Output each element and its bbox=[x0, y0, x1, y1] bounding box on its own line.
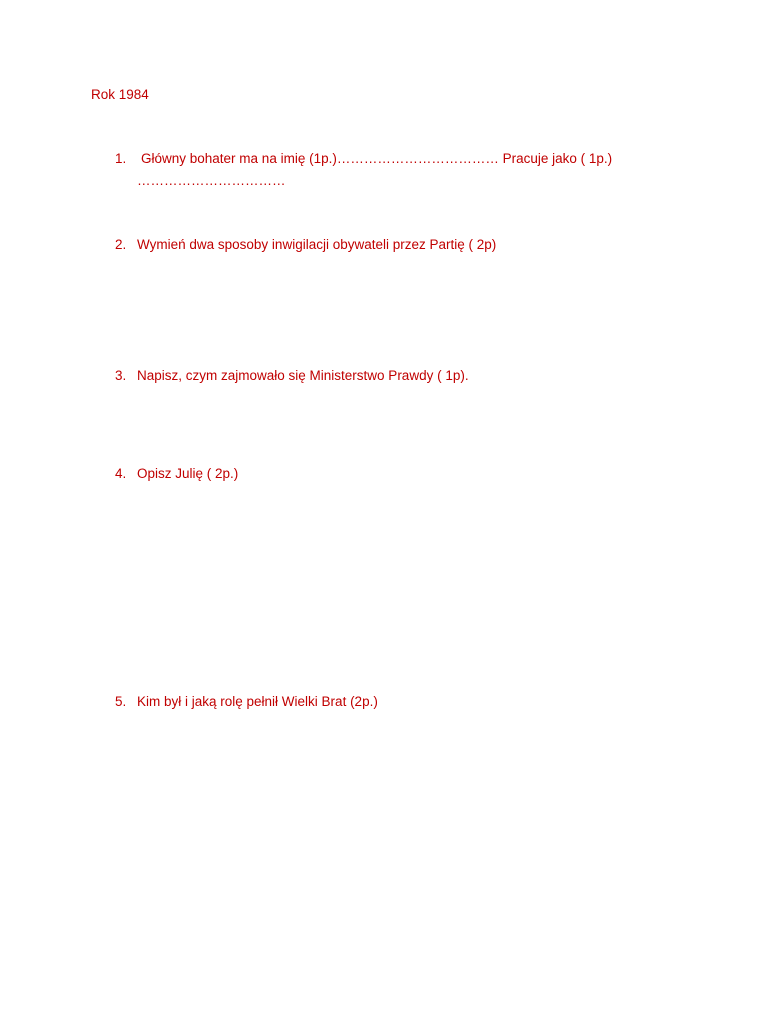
question-number: 1. bbox=[115, 151, 127, 166]
question-text: Napisz, czym zajmowało się Ministerstwo Prawdy ( 1p). bbox=[137, 368, 469, 383]
question-number: 2. bbox=[115, 237, 127, 252]
question-text: Kim był i jaką rolę pełnił Wielki Brat (2p.) bbox=[137, 694, 378, 709]
question-number: 5. bbox=[115, 694, 127, 709]
question-text: Opisz Julię ( 2p.) bbox=[137, 466, 239, 481]
question-text: Wymień dwa sposoby inwigilacji obywateli przez Partię ( 2p) bbox=[137, 237, 497, 252]
question-number: 3. bbox=[115, 368, 127, 383]
question-number: 4. bbox=[115, 466, 127, 481]
answer-dotted-line: …………………………… bbox=[137, 173, 286, 188]
question-text: Główny bohater ma na imię (1p.)……………………………… Pracuje jako ( 1p.) bbox=[141, 151, 613, 166]
document-title: Rok 1984 bbox=[91, 87, 149, 102]
